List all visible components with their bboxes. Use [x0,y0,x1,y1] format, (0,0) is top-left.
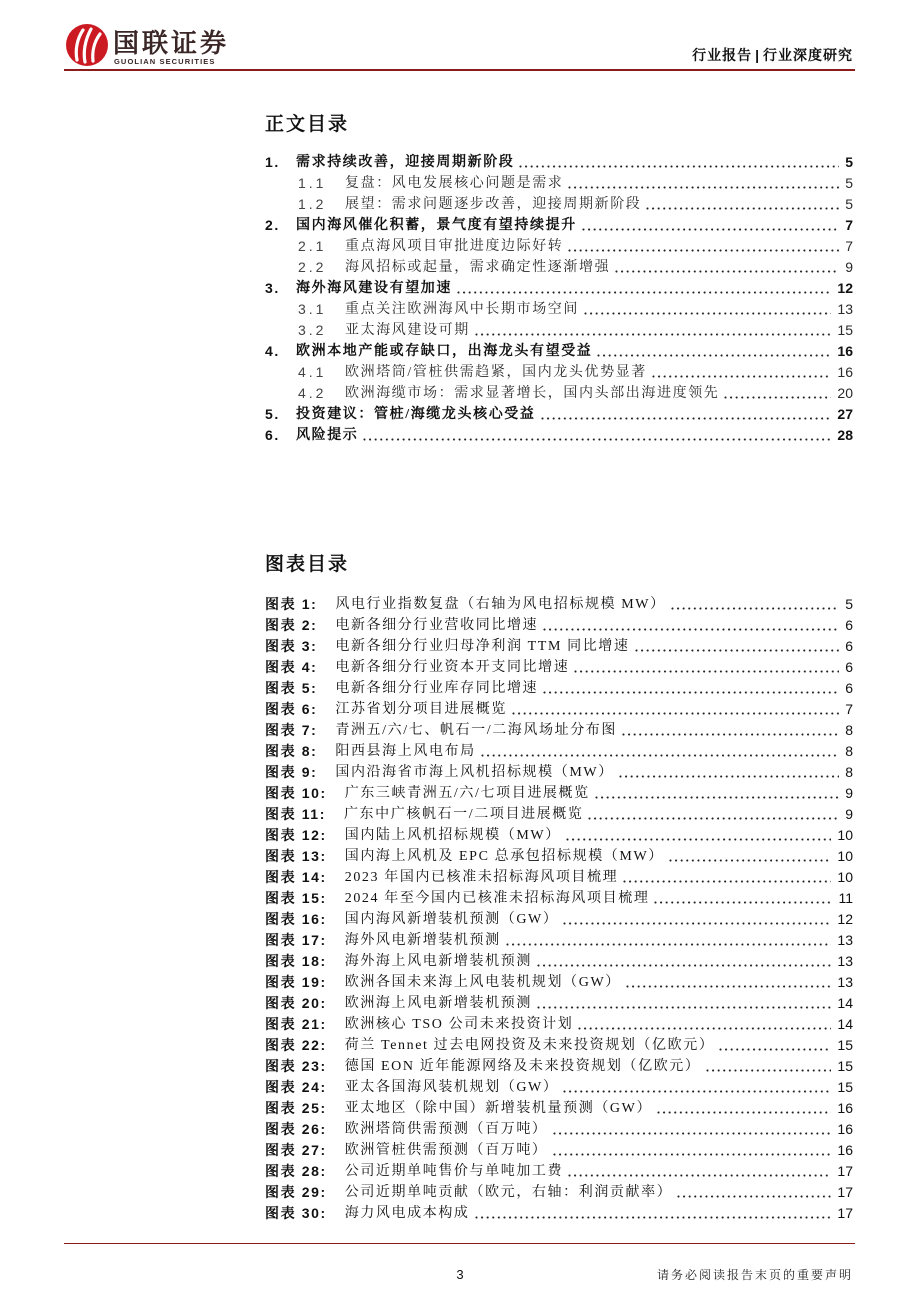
figure-title: 电新各细分行业营收同比增速 [335,618,539,633]
figure-title: 德国 EON 近年能源网络及未来投资规划（亿欧元） [344,1059,701,1074]
dot-leader [566,838,832,841]
entry-page-number: 6 [845,638,853,654]
figure-label: 图表 7: [265,722,318,738]
figure-label: 图表 23: [265,1058,327,1074]
figure-label: 图表 14: [265,869,327,885]
figure-list-entry[interactable] [265,804,853,825]
figure-list-entry[interactable] [265,951,853,972]
figure-title: 江苏省划分项目进展概览 [335,702,507,717]
entry-page-number: 5 [845,596,853,612]
toc-entry-number: 1.1 [298,175,327,191]
figure-list-entry[interactable] [265,1014,853,1035]
entry-page-number: 6 [845,659,853,675]
figure-title: 2024 年至今国内已核准未招标海风项目梳理 [344,891,650,906]
entry-page-number: 13 [837,301,853,317]
figure-list-entry[interactable] [265,1140,853,1161]
toc-subsection-entry[interactable] [265,257,853,278]
figure-title: 青洲五/六/七、帆石一/二海风场址分布图 [335,723,618,738]
figure-label: 图表 15: [265,890,327,906]
toc-entry-title: 重点关注欧洲海风中长期市场空间 [345,302,579,317]
figure-list-entry[interactable] [265,783,853,804]
toc-subsection-entry[interactable] [265,194,853,215]
dot-leader [553,1132,832,1135]
toc-subsection-entry[interactable] [265,173,853,194]
entry-page-number: 16 [837,1142,853,1158]
page-number: 3 [456,1267,464,1282]
entry-page-number: 15 [837,322,853,338]
entry-page-number: 16 [837,1121,853,1137]
figure-label: 图表 18: [265,953,327,969]
toc-entry-number: 2.2 [298,259,327,275]
guolian-emblem-icon [64,22,110,68]
toc-entry-number: 4.2 [298,385,327,401]
entry-page-number: 10 [837,827,853,843]
dot-leader [481,754,839,757]
figure-label: 图表 6: [265,701,318,717]
entry-page-number: 13 [837,932,853,948]
dot-leader [457,291,831,294]
figure-list-entry[interactable] [265,678,853,699]
figure-list-entry[interactable] [265,909,853,930]
toc-entry-number: 3.2 [298,322,327,338]
dot-leader [543,691,839,694]
figure-label: 图表 20: [265,995,327,1011]
figure-list-entry[interactable] [265,1119,853,1140]
footer-disclaimer: 请务必阅读报告末页的重要声明 [656,1268,853,1282]
dot-leader [626,985,832,988]
figure-list-entry[interactable] [265,615,853,636]
figure-title: 国内沿海省市海上风机招标规模（MW） [335,765,614,780]
entry-page-number: 5 [845,196,853,212]
toc-entry-number: 3.1 [298,301,327,317]
report-category: 行业深度研究 [763,47,853,63]
toc-subsection-entry[interactable] [265,320,853,341]
dot-leader [646,207,839,210]
dot-leader [512,712,839,715]
toc-subsection-entry[interactable] [265,383,853,404]
toc-entry-title: 海风招标或起量，需求确定性逐渐增强 [345,260,611,275]
dot-leader [623,880,831,883]
figure-title: 公司近期单吨售价与单吨加工费 [344,1164,564,1179]
figure-title: 广东三峡青洲五/六/七项目进展概览 [344,786,590,801]
entry-page-number: 6 [845,617,853,633]
dot-leader [475,333,832,336]
entry-page-number: 5 [845,154,853,170]
entry-page-number: 8 [845,722,853,738]
toc-entry-number: 3. [265,280,280,296]
toc-entry-title: 国内海风催化积蓄，景气度有望持续提升 [296,218,577,233]
toc-entry-title: 海外海风建设有望加速 [296,281,452,296]
entry-page-number: 7 [845,701,853,717]
dot-leader [582,228,839,231]
entry-page-number: 11 [838,890,853,906]
figure-title: 电新各细分行业库存同比增速 [335,681,539,696]
figure-label: 图表 29: [265,1184,327,1200]
entry-page-number: 28 [837,427,853,443]
toc-entry-number: 1. [265,154,280,170]
dot-leader [654,901,832,904]
toc-entry-title: 欧洲海缆市场：需求显著增长，国内头部出海进度领先 [345,386,720,401]
figure-label: 图表 24: [265,1079,327,1095]
report-type-header [692,45,853,65]
figure-label: 图表 17: [265,932,327,948]
toc-entry-number: 5. [265,406,280,422]
figure-list-entry[interactable] [265,1056,853,1077]
header-separator: | [755,47,760,63]
entry-page-number: 20 [837,385,853,401]
figure-list-entry[interactable] [265,594,853,615]
dot-leader [719,1048,831,1051]
entry-page-number: 8 [845,743,853,759]
figure-label: 图表 2: [265,617,318,633]
entry-page-number: 8 [845,764,853,780]
dot-leader [671,607,839,610]
entry-page-number: 12 [837,911,853,927]
entry-page-number: 13 [837,953,853,969]
toc-subsection-entry[interactable] [265,362,853,383]
entry-page-number: 16 [837,364,853,380]
toc-entry-title: 需求持续改善，迎接周期新阶段 [296,155,515,170]
figure-label: 图表 26: [265,1121,327,1137]
figure-label: 图表 3: [265,638,318,654]
dot-leader [553,1153,832,1156]
dot-leader [588,817,839,820]
dot-leader [706,1069,832,1072]
figure-title: 欧洲塔筒供需预测（百万吨） [344,1122,548,1137]
entry-page-number: 14 [837,995,853,1011]
figure-title: 海外风电新增装机预测 [344,933,501,948]
toc-section-entry[interactable] [265,341,853,362]
figure-title: 电新各细分行业资本开支同比增速 [335,660,570,675]
toc-entry-title: 展望：需求问题逐步改善，迎接周期新阶段 [345,197,642,212]
figure-list-entry[interactable] [265,888,853,909]
figure-list-entry[interactable] [265,825,853,846]
dot-leader [622,733,839,736]
dot-leader [724,396,831,399]
entry-page-number: 7 [845,238,853,254]
entry-page-number: 10 [837,848,853,864]
dot-leader [669,859,832,862]
dot-leader [597,354,831,357]
toc-entry-number: 2.1 [298,238,327,254]
figure-label: 图表 11: [265,806,326,822]
toc-entry-title: 欧洲塔筒/管桩供需趋紧，国内龙头优势显著 [345,365,647,380]
entry-page-number: 15 [837,1037,853,1053]
toc-entry-title: 投资建议：管桩/海缆龙头核心受益 [296,407,536,422]
figure-title: 国内陆上风机招标规模（MW） [344,828,561,843]
footer-divider [64,1243,855,1244]
toc-entry-title: 复盘：风电发展核心问题是需求 [345,176,564,191]
figure-title: 公司近期单吨贡献（欧元，右轴：利润贡献率） [344,1185,673,1200]
toc-entry-title: 亚太海风建设可期 [345,323,470,338]
entry-page-number: 9 [845,785,853,801]
entry-page-number: 5 [845,175,853,191]
figure-title: 国内海上风机及 EPC 总承包招标规模（MW） [344,849,664,864]
company-logo-english-name: GUOLIAN SECURITIES [114,57,216,66]
company-logo-name: 国联证券 [113,28,230,58]
figure-list-entry[interactable] [265,1161,853,1182]
dot-leader [568,186,839,189]
entry-page-number: 17 [837,1163,853,1179]
dot-leader [595,796,839,799]
figure-title: 欧洲管桩供需预测（百万吨） [344,1143,548,1158]
entry-page-number: 16 [837,343,853,359]
dot-leader [568,1174,831,1177]
entry-page-number: 17 [837,1184,853,1200]
figure-list-entry[interactable] [265,1182,853,1203]
figure-list-entry[interactable] [265,720,853,741]
figure-list [265,594,853,1224]
figure-label: 图表 4: [265,659,318,675]
toc-entry-number: 6. [265,427,280,443]
report-type: 行业报告 [692,47,753,63]
figure-label: 图表 27: [265,1142,327,1158]
figure-label: 图表 1: [265,596,318,612]
figure-title: 风电行业指数复盘（右轴为风电招标规模 MW） [335,597,666,612]
entry-page-number: 9 [845,806,853,822]
figure-list-entry[interactable] [265,762,853,783]
figure-list-heading: 图表目录 [265,554,350,575]
dot-leader [568,249,839,252]
entry-page-number: 14 [837,1016,853,1032]
toc-subsection-entry[interactable] [265,236,853,257]
entry-page-number: 17 [837,1205,853,1221]
toc-entry-title: 风险提示 [296,428,359,443]
toc-section-entry[interactable] [265,404,853,425]
toc-entry-title: 重点海风项目审批进度边际好转 [345,239,564,254]
dot-leader [506,943,832,946]
figure-label: 图表 9: [265,764,318,780]
figure-title: 电新各细分行业归母净利润 TTM 同比增速 [335,639,630,654]
figure-list-entry[interactable] [265,867,853,888]
dot-leader [537,964,831,967]
figure-title: 荷兰 Tennet 过去电网投资及未来投资规划（亿欧元） [344,1038,715,1053]
figure-title: 2023 年国内已核准未招标海风项目梳理 [344,870,619,885]
figure-list-entry[interactable] [265,1098,853,1119]
figure-label: 图表 16: [265,911,327,927]
toc-section-entry[interactable] [265,152,853,173]
dot-leader [543,628,839,631]
toc-list [265,152,853,446]
dot-leader [619,775,839,778]
figure-list-entry[interactable] [265,993,853,1014]
entry-page-number: 27 [837,406,853,422]
entry-page-number: 15 [837,1058,853,1074]
figure-list-entry[interactable] [265,699,853,720]
figure-title: 广东中广核帆石一/二项目进展概览 [343,807,584,822]
figure-list-entry[interactable] [265,657,853,678]
figure-list-entry[interactable] [265,1077,853,1098]
dot-leader [537,1006,831,1009]
toc-section-entry[interactable] [265,425,853,446]
toc-entry-number: 4. [265,343,280,359]
toc-heading: 正文目录 [265,114,350,135]
figure-title: 海外海上风电新增装机预测 [344,954,532,969]
figure-label: 图表 30: [265,1205,327,1221]
figure-list-entry[interactable] [265,1203,853,1224]
figure-label: 图表 25: [265,1100,327,1116]
entry-page-number: 7 [845,217,853,233]
dot-leader [519,165,839,168]
figure-label: 图表 12: [265,827,327,843]
entry-page-number: 16 [837,1100,853,1116]
entry-page-number: 12 [837,280,853,296]
figure-list-entry[interactable] [265,1035,853,1056]
dot-leader [677,1195,831,1198]
entry-page-number: 13 [837,974,853,990]
dot-leader [584,312,831,315]
figure-title: 亚太地区（除中国）新增装机量预测（GW） [344,1101,653,1116]
dot-leader [615,270,839,273]
figure-title: 欧洲核心 TSO 公司未来投资计划 [344,1017,574,1032]
toc-section-entry[interactable] [265,215,853,236]
entry-page-number: 10 [837,869,853,885]
figure-label: 图表 22: [265,1037,327,1053]
dot-leader [635,649,840,652]
figure-list-entry[interactable] [265,636,853,657]
figure-label: 图表 28: [265,1163,327,1179]
toc-section-entry[interactable] [265,278,853,299]
figure-label: 图表 21: [265,1016,327,1032]
toc-entry-number: 4.1 [298,364,327,380]
figure-title: 阳西县海上风电布局 [335,744,476,759]
header-divider [64,69,855,71]
dot-leader [475,1216,832,1219]
entry-page-number: 9 [845,259,853,275]
figure-list-entry[interactable] [265,930,853,951]
figure-list-entry[interactable] [265,846,853,867]
dot-leader [363,438,831,441]
entry-page-number: 6 [845,680,853,696]
toc-entry-title: 欧洲本地产能或存缺口，出海龙头有望受益 [296,344,593,359]
dot-leader [541,417,832,420]
toc-entry-number: 2. [265,217,280,233]
toc-subsection-entry[interactable] [265,299,853,320]
figure-label: 图表 19: [265,974,327,990]
dot-leader [563,1090,831,1093]
dot-leader [574,670,839,673]
figure-label: 图表 10: [265,785,327,801]
toc-entry-number: 1.2 [298,196,327,212]
figure-label: 图表 5: [265,680,318,696]
figure-title: 欧洲各国未来海上风电装机规划（GW） [344,975,621,990]
figure-label: 图表 8: [265,743,318,759]
dot-leader [578,1027,831,1030]
entry-page-number: 15 [837,1079,853,1095]
figure-title: 海力风电成本构成 [344,1206,470,1221]
dot-leader [652,375,832,378]
dot-leader [657,1111,831,1114]
figure-label: 图表 13: [265,848,327,864]
figure-title: 亚太各国海风装机规划（GW） [344,1080,559,1095]
figure-title: 欧洲海上风电新增装机预测 [344,996,532,1011]
figure-list-entry[interactable] [265,741,853,762]
figure-list-entry[interactable] [265,972,853,993]
dot-leader [563,922,831,925]
figure-title: 国内海风新增装机预测（GW） [344,912,559,927]
